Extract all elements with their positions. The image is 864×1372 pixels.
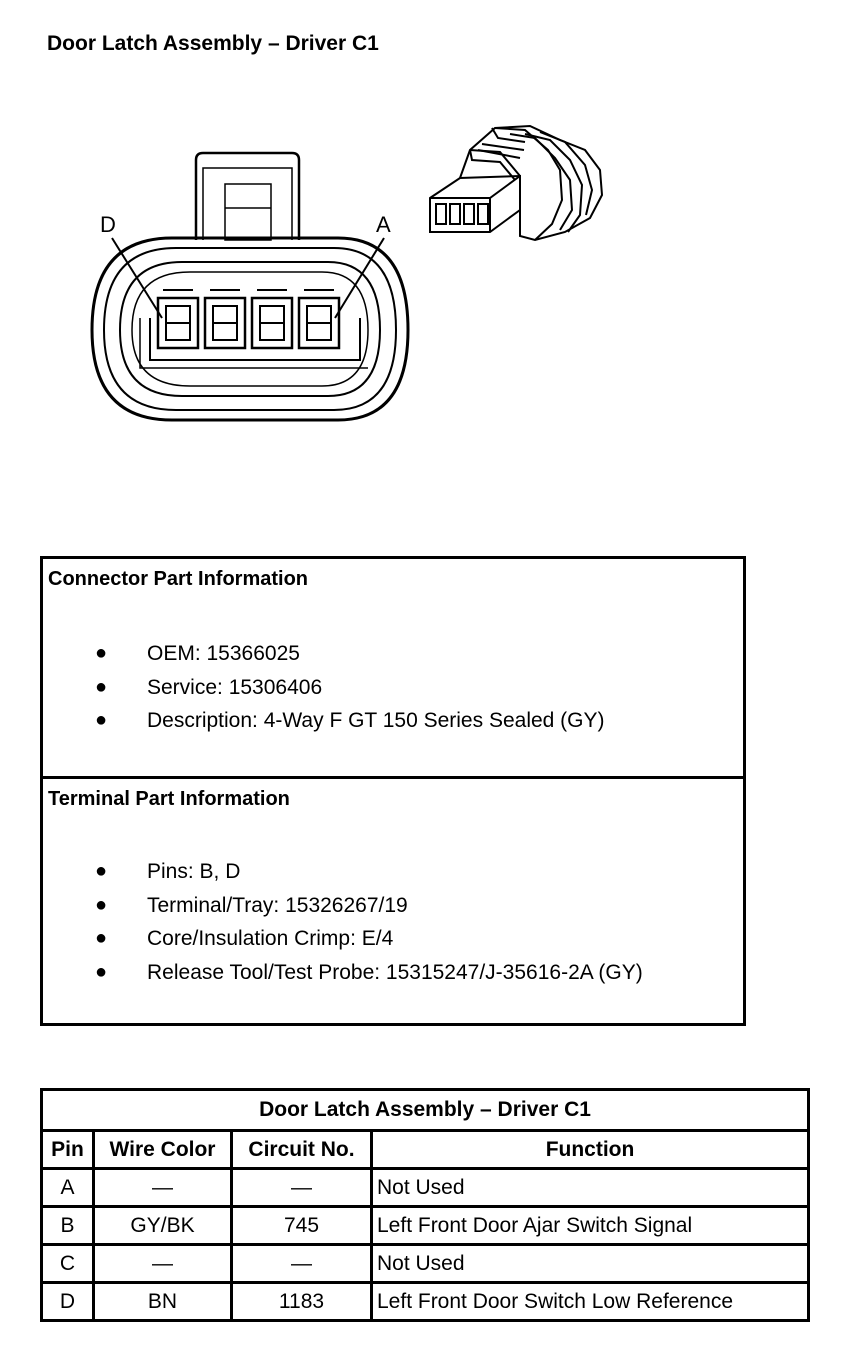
cavity-d: [158, 290, 198, 348]
cell-function: Left Front Door Ajar Switch Signal: [372, 1207, 809, 1245]
connector-iso-view: [430, 126, 602, 240]
cell-circuit: 1183: [232, 1283, 372, 1321]
bullet-icon: ●: [95, 642, 108, 664]
list-item-text: Release Tool/Test Probe: 15315247/J-35616-2A (GY): [147, 960, 643, 984]
cavity-b: [252, 290, 292, 348]
leader-line-a: [335, 238, 384, 318]
cavity-a: [299, 290, 339, 348]
cell-function: Left Front Door Switch Low Reference: [372, 1283, 809, 1321]
cell-pin: B: [42, 1207, 94, 1245]
connector-info-heading: Connector Part Information: [48, 568, 309, 590]
cell-function: Not Used: [372, 1245, 809, 1283]
table-row: [42, 1207, 809, 1245]
cavity-row: [158, 290, 339, 348]
terminal-info-section: [43, 779, 743, 1023]
bullet-icon: ●: [95, 893, 108, 916]
table-row: [42, 1169, 809, 1207]
table-row: [42, 1283, 809, 1321]
cell-pin: D: [42, 1283, 94, 1321]
connector-info-section: [43, 559, 743, 779]
cell-wire-color: GY/BK: [94, 1207, 232, 1245]
header-circuit: Circuit No.: [232, 1131, 372, 1169]
cell-circuit: 745: [232, 1207, 372, 1245]
header-pin: Pin: [42, 1131, 94, 1169]
list-item-text: Pins: B, D: [147, 860, 241, 883]
bullet-icon: ●: [95, 675, 108, 698]
cell-circuit: —: [232, 1169, 372, 1207]
cell-function: Not Used: [372, 1169, 809, 1207]
pin-label-d: D: [100, 212, 116, 237]
list-item-text: OEM: 15366025: [147, 642, 300, 665]
bullet-icon: ●: [95, 960, 108, 983]
terminal-info-heading: Terminal Part Information: [48, 788, 290, 810]
table-header-row: [42, 1131, 809, 1169]
cell-pin: A: [42, 1169, 94, 1207]
connector-face: [92, 153, 408, 420]
list-item-text: Core/Insulation Crimp: E/4: [147, 927, 394, 950]
table-caption-row: [42, 1090, 809, 1131]
cell-wire-color: —: [94, 1169, 232, 1207]
cell-circuit: —: [232, 1245, 372, 1283]
part-info-box: [40, 556, 746, 1026]
bullet-icon: ●: [95, 860, 108, 882]
cavity-c: [205, 290, 245, 348]
bullet-icon: ●: [95, 927, 108, 949]
list-item-text: Terminal/Tray: 15326267/19: [147, 893, 408, 917]
list-item-text: Service: 15306406: [147, 675, 323, 699]
cell-pin: C: [42, 1245, 94, 1283]
table-caption: Door Latch Assembly – Driver C1: [42, 1090, 809, 1131]
table-row: [42, 1245, 809, 1283]
cell-wire-color: BN: [94, 1283, 232, 1321]
header-wire-color: Wire Color: [94, 1131, 232, 1169]
list-item-text: Description: 4-Way F GT 150 Series Sealed (GY): [147, 709, 605, 732]
cell-wire-color: —: [94, 1245, 232, 1283]
header-function: Function: [372, 1131, 809, 1169]
connector-diagram: [0, 0, 864, 540]
pin-table: [40, 1088, 810, 1322]
bullet-icon: ●: [95, 709, 108, 731]
pin-label-a: A: [376, 212, 391, 237]
page-title: Door Latch Assembly – Driver C1: [47, 32, 379, 55]
